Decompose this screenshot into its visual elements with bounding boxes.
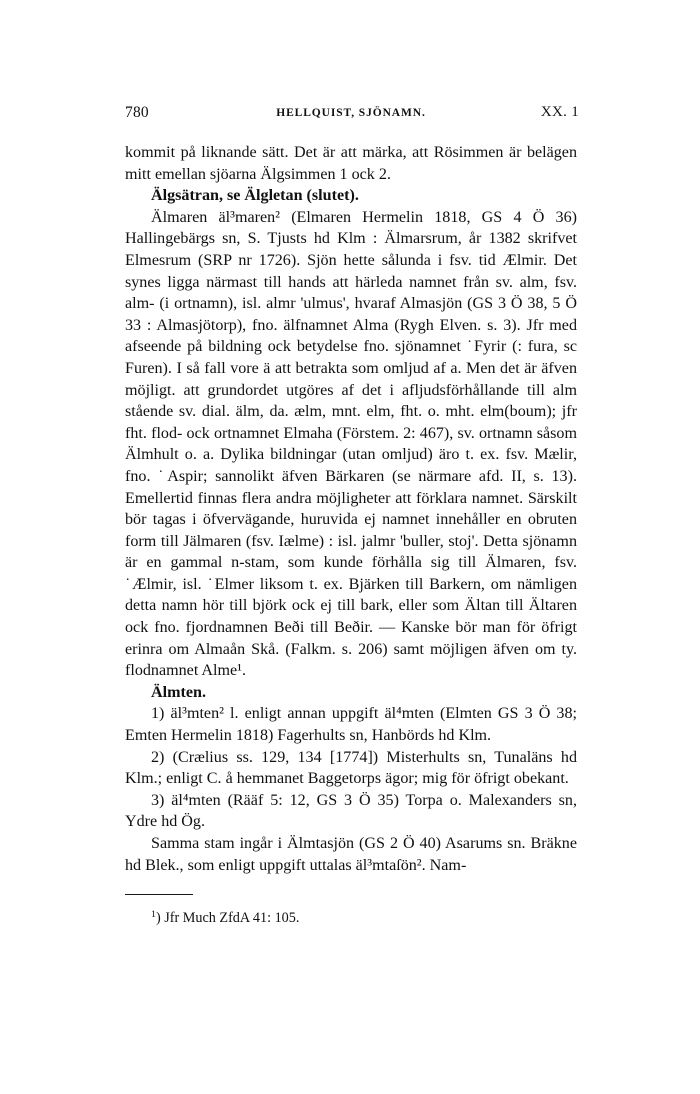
- entry-almten-sense-2: [125, 747, 577, 790]
- paragraph-continued-text: kommit på liknande sätt. Det är att märka, att Rösimmen är belägen mitt emellan sjöarna Älgsimmen 1 ock 2.: [125, 144, 577, 183]
- footnote-1: [125, 909, 577, 928]
- paragraph-continued: [125, 142, 577, 185]
- footnote-text: ) Jfr Much ZfdA 41: 105.: [155, 910, 300, 927]
- entry-almten-sense-3-text: 3) äl⁴mten (Rääf 5: 12, GS 3 Ö 35) Torpa o. Malexanders sn, Ydre hd Ög.: [125, 791, 577, 831]
- running-head: [125, 104, 577, 126]
- entry-almten-sense-2-text: 2) (Crælius ss. 129, 134 [1774]) Misterhults sn, Tunaläns hd Klm.; enligt C. å hemmanet Baggetorps ägor; mig för öfrigt obekant.: [125, 748, 577, 788]
- entry-almten-sense-1: [125, 703, 577, 746]
- entry-almten-headword-text: Älmten.: [151, 683, 206, 701]
- footnote-area: [125, 894, 577, 928]
- page-number: 780: [125, 104, 149, 121]
- body-text: [125, 142, 577, 876]
- entry-almten-closing: [125, 833, 577, 876]
- footnote-marker: 1: [151, 909, 156, 921]
- running-title: HELLQUIST, SJÖNAMN.: [276, 107, 426, 119]
- page-content: [125, 104, 577, 928]
- signature-mark: XX. 1: [540, 104, 579, 120]
- entry-algsatran-text: Älgsätran, se Älgletan (slutet).: [151, 187, 359, 205]
- entry-almten-sense-1-text: 1) äl³mten² l. enligt annan uppgift äl⁴mten (Elmten GS 3 Ö 38; Emten Hermelin 1818) Fagerhults sn, Hanbörds hd Klm.: [125, 705, 577, 745]
- footnote-rule: [125, 894, 193, 895]
- entry-almaren-text: Älmaren äl³maren² (Elmaren Hermelin 1818, GS 4 Ö 36) Hallingebärgs sn, S. Tjusts hd Klm : Älmarsrum, år 1382 skrifvet Elmesrum (SRP nr 1726). Sjön hette sålunda i fsv. tid Ælmir. Det synes ligga närmast till hands att härleda namnet från sv. alm, fsv. alm- (i ortnamn), isl. almr 'ulmus', hvaraf Almasjön (GS 3 Ö 38, 5 Ö 33 : Almasjötorp), fno. älfnamnet Alma (Rygh Elven. s. 3). Jfr med afseende på bildning ock betydelse fno. sjönamnet ˙Fyrir (: fura, sc Furen). I så fall vore ä att betrakta som omljud af a. Men det är äfven möjligt. att grundordet utgöres af det i afljudsförhållande till alm stående sv. dial. älm, da. ælm, mnt. elm, fht. o. mht. elm(boum); jfr fht. flod- ock ortnamnet Elmaha (Förstem. 2: 467), sv. ortnamn såsom Älmhult o. a. Dylika bildningar (utan omljud) äro t. ex. fsv. Mælir, fno. ˙Aspir; sannolikt äfven Bärkaren (se närmare afd. II, s. 13). Emellertid finnas flera andra möjligheter att förklara namnet. Särskilt bör tagas i öfvervägande, huruvida ej namnet innehåller en obruten form till Jälmaren (fsv. Iælme) : isl. jalmr 'buller, stoj'. Detta sjönamn är en gammal n-stam, som kunde förhålla sig till Älmaren, fsv. ˙Ælmir, isl. ˙Elmer liksom t. ex. Bjärken till Barkern, om nämligen detta namn hör till björk ock ej till bark, eller som Ältan till Ältaren ock fno. fjordnamnen Beði till Beðir. — Kanske bör man för öfrigt erinra om Almaån Skå. (Falkm. s. 206) samt möjligen äfven om ty. flodnamnet Alme¹.: [125, 208, 577, 680]
- entry-almten-sense-3: [125, 790, 577, 833]
- entry-almten-headword: [125, 682, 577, 704]
- entry-almten-closing-text: Samma stam ingår i Älmtasjön (GS 2 Ö 40) Asarums sn. Bräkne hd Blek., som enligt uppgift uttalas äl³mtaſön². Nam-: [125, 835, 577, 874]
- entry-almaren: [125, 207, 577, 682]
- entry-algsatran: [125, 185, 577, 207]
